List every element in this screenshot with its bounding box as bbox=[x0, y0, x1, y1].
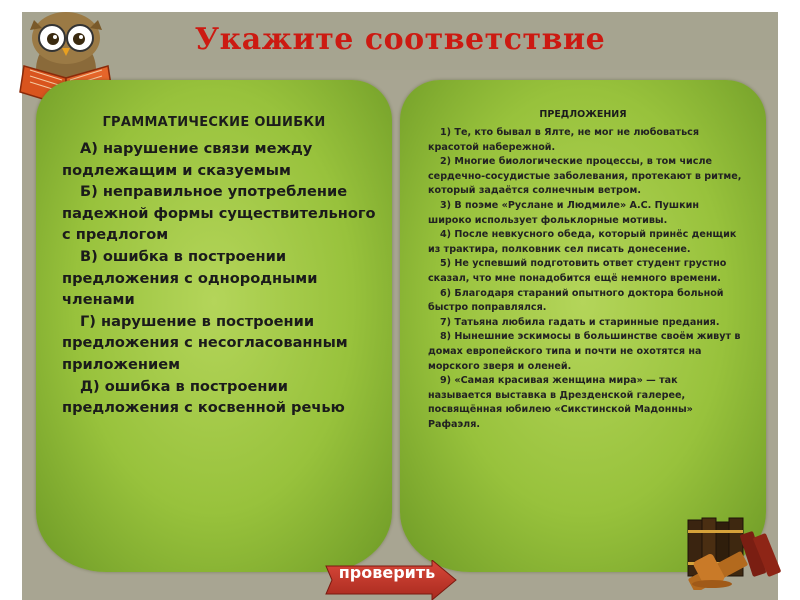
errors-list bbox=[62, 138, 382, 419]
sentence-item-3: 3) В поэме «Руслане и Людмиле» А.С. Пушкин широко использует фольклорные мотивы. bbox=[428, 199, 699, 226]
sentence-item-1: 1) Те, кто бывал в Ялте, не мог не любоваться красотой набережной. bbox=[428, 127, 699, 153]
books-gavel-icon bbox=[682, 512, 790, 590]
check-button[interactable] bbox=[320, 560, 458, 600]
sentences-list bbox=[428, 126, 744, 432]
sentence-item-8: 8) Нынешние эскимосы в большинстве своём живут в домах европейского типа и почти не охотятся на морского зверя и оленей. bbox=[428, 331, 741, 372]
sentence-item-5: 5) Не успевший подготовить ответ студент грустно сказал, что мне понадобится ещё немного времени. bbox=[428, 258, 727, 284]
sentence-item-4: 4) После невкусного обеда, который принёс денщик из трактира, полковник сел писать донесение. bbox=[428, 229, 737, 255]
error-item-a: А) нарушение связи между подлежащим и сказуемым bbox=[62, 140, 313, 179]
sentence-item-9: 9) «Самая красивая женщина мира» — так называется выставка в Дрезденской галерее, посвящённая юбилею «Сикстинской Мадонны» Рафаэля. bbox=[428, 375, 693, 430]
error-item-b: Б) неправильное употребление падежной формы существительного с предлогом bbox=[62, 183, 376, 244]
sentence-item-2: 2) Многие биологические процессы, в том числе сердечно-сосудистые заболевания, протекают в ритме, который задаётся солнечным ветром. bbox=[428, 156, 742, 197]
error-item-d: Г) нарушение в построении предложения с несогласованным приложением bbox=[62, 312, 348, 373]
check-button-label: проверить bbox=[338, 563, 436, 582]
sentence-item-7: 7) Татьяна любила гадать и старинные предания. bbox=[440, 316, 720, 328]
error-item-e: Д) ошибка в построении предложения с косвенной речью bbox=[62, 377, 345, 417]
error-item-c: В) ошибка в построении предложения с однородными членами bbox=[62, 247, 318, 309]
sentence-item-6: 6) Благодаря стараний опытного доктора больной быстро поправлялся. bbox=[428, 287, 724, 314]
sentences-heading: ПРЕДЛОЖЕНИЯ bbox=[539, 109, 627, 120]
page-title: Укажите соответствие bbox=[194, 22, 606, 57]
errors-heading: ГРАММАТИЧЕСКИЕ ОШИБКИ bbox=[102, 115, 326, 130]
